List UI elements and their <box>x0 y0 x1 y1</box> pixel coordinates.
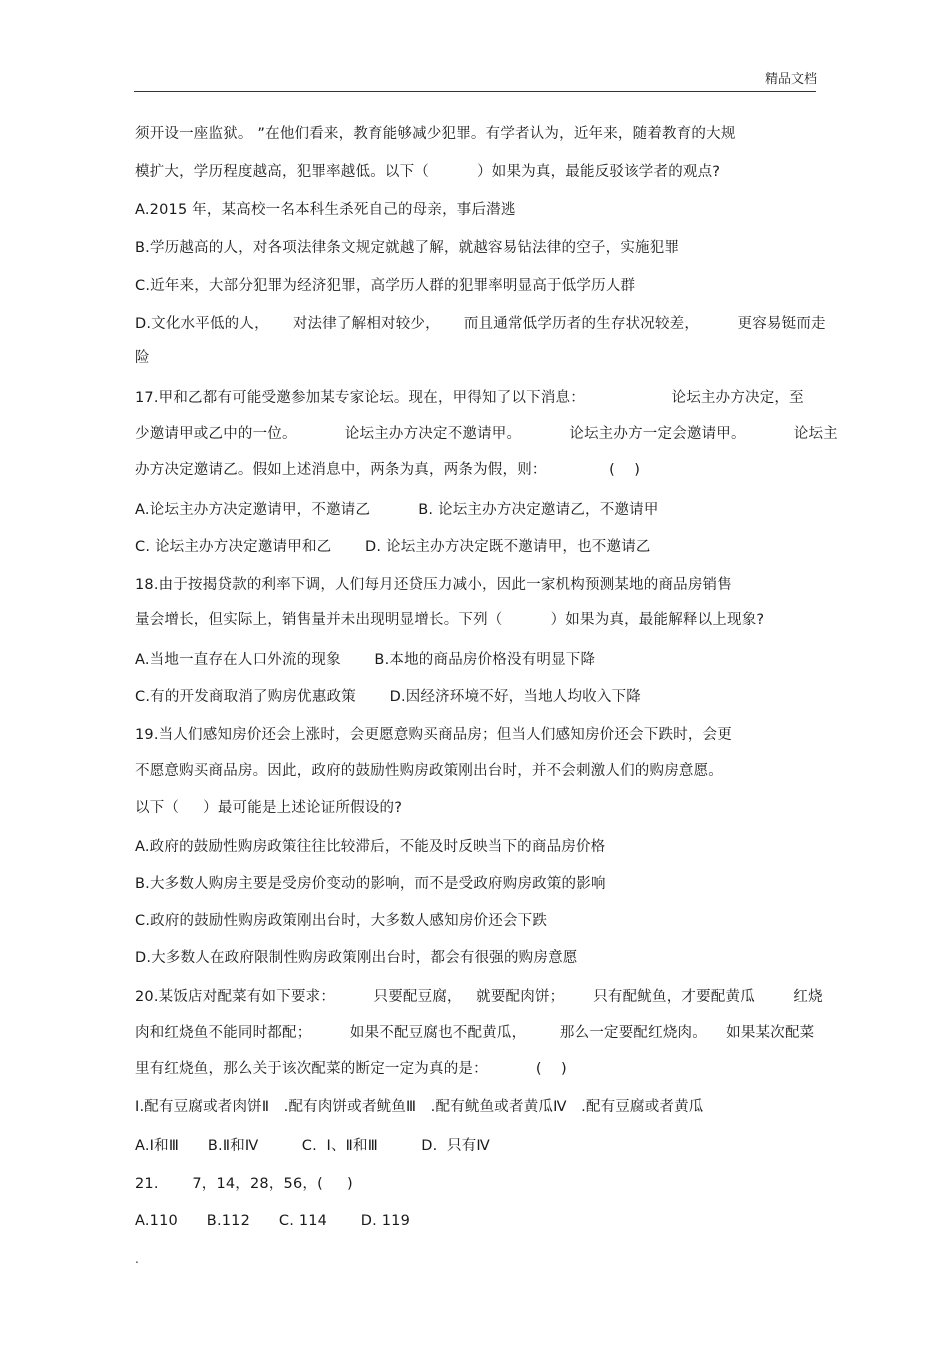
question-18: 18.由于按揭贷款的利率下调，人们每月还贷压力减小，因此一家机构预测某地的商品房销售 <box>135 577 732 593</box>
text-line: 以下（ ）最可能是上述论证所假设的? <box>135 800 403 816</box>
question-21: 21. 7，14，28，56，( ) <box>135 1176 353 1192</box>
text-line: 少邀请甲或乙中的一位。 论坛主办方决定不邀请甲。 论坛主办方一定会邀请甲。 论坛主 <box>135 426 838 442</box>
text-line: 办方决定邀请乙。假如上述消息中，两条为真，两条为假，则： ( ) <box>135 462 641 478</box>
question-19: 19.当人们感知房价还会上涨时，会更愿意购买商品房；但当人们感知房价还会下跌时，会更 <box>135 727 732 743</box>
option-line: A.110 B.112 C. 114 D. 119 <box>135 1213 411 1229</box>
text-line: 里有红烧鱼，那么关于该次配菜的断定一定为真的是： ( ) <box>135 1061 567 1077</box>
option-line: C.近年来，大部分犯罪为经济犯罪，高学历人群的犯罪率明显高于低学历人群 <box>135 278 636 294</box>
option-line: C.有的开发商取消了购房优惠政策 D.因经济环境不好，当地人均收入下降 <box>135 689 641 705</box>
text-line: 不愿意购买商品房。因此，政府的鼓励性购房政策刚出台时，并不会刺激人们的购房意愿。 <box>135 763 723 779</box>
option-line: A.当地一直存在人口外流的现象 B.本地的商品房价格没有明显下降 <box>135 652 596 668</box>
text-line: 须开设一座监狱。 ”在他们看来，教育能够减少犯罪。有学者认为，近年来，随着教育的大规 <box>135 126 736 142</box>
option-line: D.文化水平低的人， 对法律了解相对较少， 而且通常低学历者的生存状况较差， 更容易铤而走 <box>135 316 826 332</box>
footer-mark: . <box>135 1252 139 1266</box>
option-line: D.大多数人在政府限制性购房政策刚出台时，都会有很强的购房意愿 <box>135 950 578 966</box>
header-divider <box>134 91 816 92</box>
option-line: A.论坛主办方决定邀请甲，不邀请乙 B. 论坛主办方决定邀请乙，不邀请甲 <box>135 502 659 518</box>
text-line: 肉和红烧鱼不能同时都配； 如果不配豆腐也不配黄瓜， 那么一定要配红烧肉。 如果某次配菜 <box>135 1025 815 1041</box>
text-line: 模扩大，学历程度越高，犯罪率越低。以下（ ）如果为真，最能反驳该学者的观点? <box>135 164 721 180</box>
option-line: A.Ⅰ和Ⅲ B.Ⅱ和Ⅳ C. Ⅰ、Ⅱ和Ⅲ D. 只有Ⅳ <box>135 1138 490 1154</box>
text-line: 量会增长，但实际上，销售量并未出现明显增长。下列（ ）如果为真，最能解释以上现象? <box>135 612 765 628</box>
option-line: B.学历越高的人，对各项法律条文规定就越了解，就越容易钻法律的空子，实施犯罪 <box>135 240 680 256</box>
option-line: C. 论坛主办方决定邀请甲和乙 D. 论坛主办方决定既不邀请甲，也不邀请乙 <box>135 539 651 555</box>
option-line: A.2015 年，某高校一名本科生杀死自己的母亲，事后潜逃 <box>135 202 516 218</box>
question-17: 17.甲和乙都有可能受邀参加某专家论坛。现在，甲得知了以下消息： 论坛主办方决定，至 <box>135 390 804 406</box>
option-line: 险 <box>135 350 150 366</box>
option-line: C.政府的鼓励性购房政策刚出台时，大多数人感知房价还会下跌 <box>135 913 548 929</box>
question-20: 20.某饭店对配菜有如下要求： 只要配豆腐， 就要配肉饼； 只有配鱿鱼，才要配黄瓜 红烧 <box>135 989 823 1005</box>
page-header-label: 精品文档 <box>764 72 817 87</box>
option-line: B.大多数人购房主要是受房价变动的影响，而不是受政府购房政策的影响 <box>135 876 606 892</box>
text-line: Ⅰ.配有豆腐或者肉饼Ⅱ .配有肉饼或者鱿鱼Ⅲ .配有鱿鱼或者黄瓜Ⅳ .配有豆腐或者黄瓜 <box>135 1099 704 1115</box>
option-line: A.政府的鼓励性购房政策往往比较滞后，不能及时反映当下的商品房价格 <box>135 839 606 855</box>
